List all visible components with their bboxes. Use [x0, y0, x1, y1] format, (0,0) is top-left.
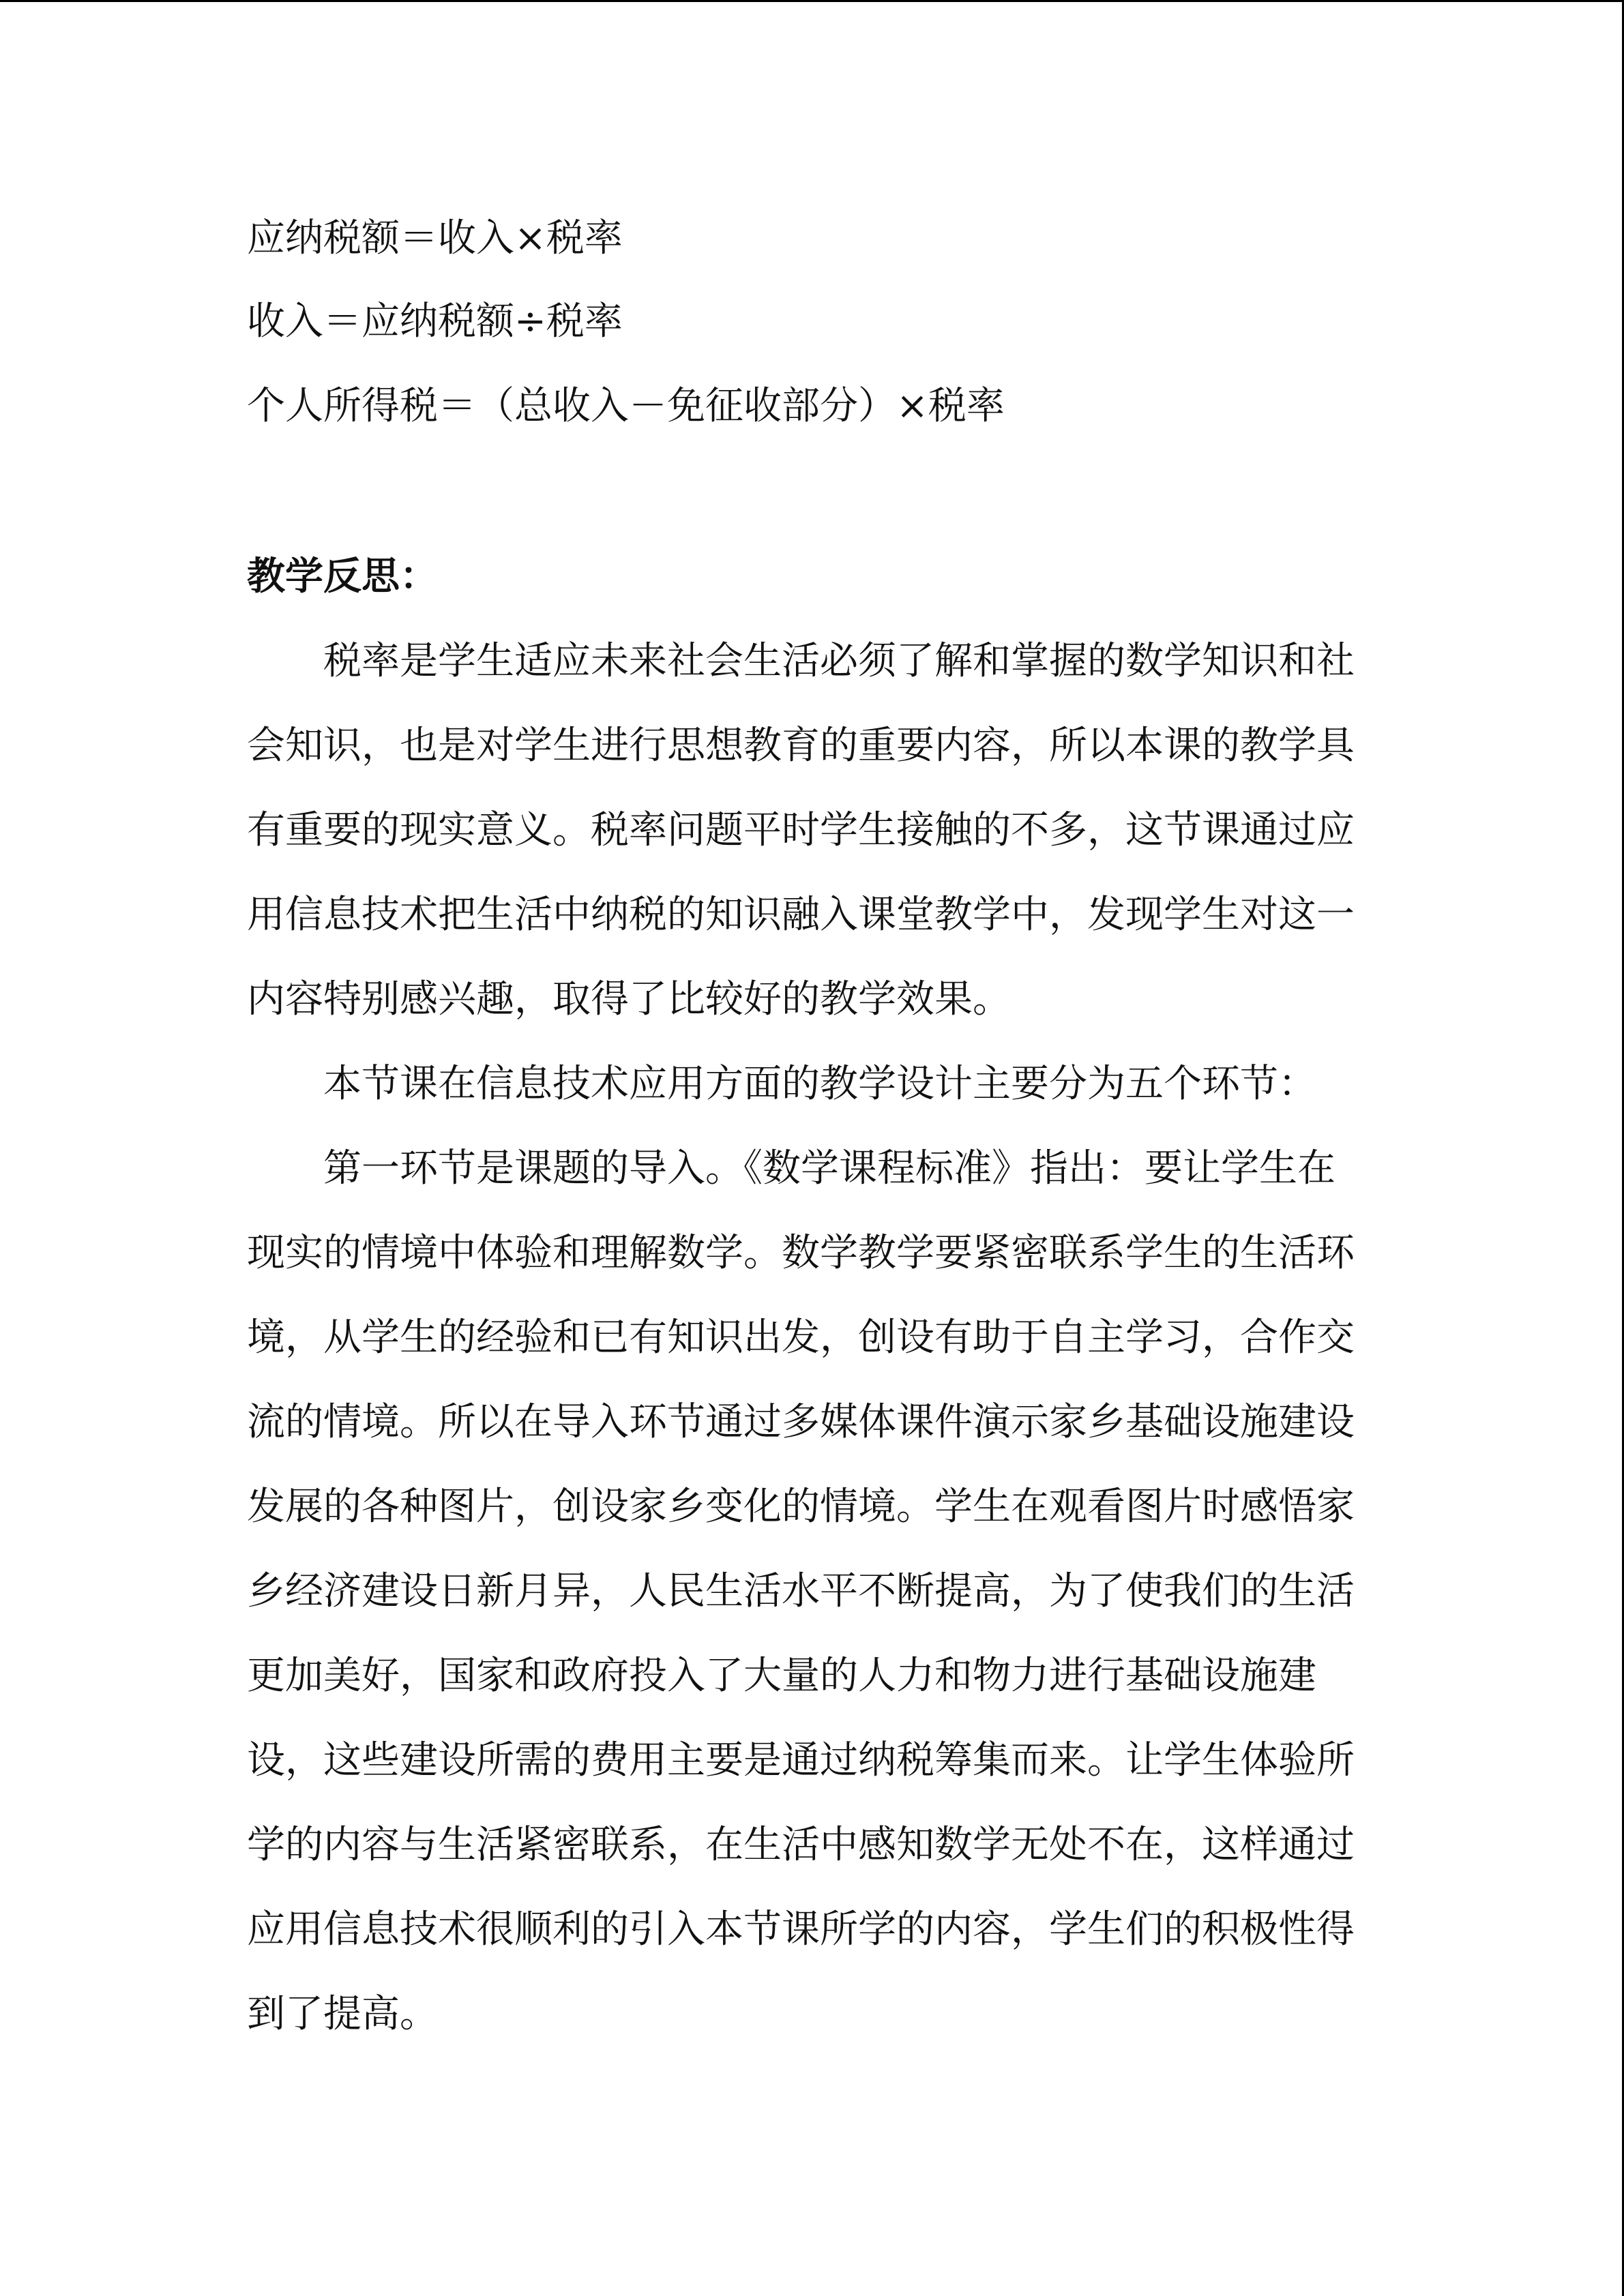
paragraph-line: 有重要的现实意义。税率问题平时学生接触的不多，这节课通过应	[247, 808, 1355, 852]
paragraph-line: 更加美好，国家和政府投入了大量的人力和物力进行基础设施建	[247, 1654, 1316, 1698]
paragraph-line: 流的情境。所以在导入环节通过多媒体课件演示家乡基础设施建设	[247, 1400, 1355, 1444]
formula-line: 收入＝应纳税额÷税率	[247, 299, 623, 344]
paragraph-line: 乡经济建设日新月异，人民生活水平不断提高，为了使我们的生活	[247, 1569, 1355, 1613]
paragraph-line: 内容特别感兴趣，取得了比较好的教学效果。	[247, 977, 1011, 1022]
paragraph-line: 应用信息技术很顺利的引入本节课所学的内容，学生们的积极性得	[247, 1907, 1355, 1952]
formula-line: 应纳税额＝收入×税率	[247, 216, 623, 260]
formula-line: 个人所得税＝（总收入－免征收部分）×税率	[247, 384, 1005, 428]
paragraph-line: 到了提高。	[247, 1992, 438, 2036]
paragraph-line: 税率是学生适应未来社会生活必须了解和掌握的数学知识和社	[323, 639, 1355, 683]
paragraph-line: 现实的情境中体验和理解数学。数学教学要紧密联系学生的生活环	[247, 1231, 1355, 1275]
paragraph-line: 发展的各种图片，创设家乡变化的情境。学生在观看图片时感悟家	[247, 1485, 1355, 1529]
paragraph-line: 境，从学生的经验和已有知识出发，创设有助于自主学习，合作交	[247, 1315, 1355, 1360]
paragraph-line: 学的内容与生活紧密联系，在生活中感知数学无处不在，这样通过	[247, 1823, 1355, 1867]
paragraph-line: 会知识，也是对学生进行思想教育的重要内容，所以本课的教学具	[247, 724, 1355, 768]
paragraph-line: 第一环节是课题的导入。《数学课程标准》指出：要让学生在	[323, 1146, 1335, 1191]
page-border-top	[0, 0, 1624, 2]
paragraph-line: 本节课在信息技术应用方面的教学设计主要分为五个环节：	[323, 1062, 1316, 1106]
section-title: 教学反思：	[247, 554, 438, 599]
paragraph-line: 用信息技术把生活中纳税的知识融入课堂教学中，发现学生对这一	[247, 893, 1355, 937]
paragraph-line: 设，这些建设所需的费用主要是通过纳税筹集而来。让学生体验所	[247, 1738, 1355, 1783]
